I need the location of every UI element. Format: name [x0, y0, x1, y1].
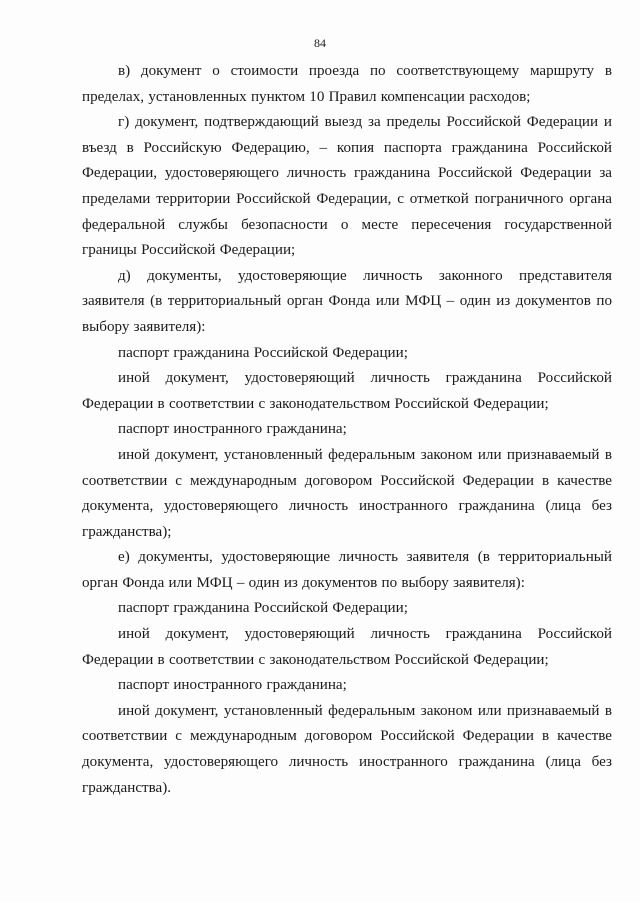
list-item-foreign-passport: паспорт иностранного гражданина; — [118, 677, 347, 694]
paragraph-e-applicant-identity-documents: е) документы, удостоверяющие личность заявителя (в территориальный орган Фонда или МФЦ – один из документов по выбору заявителя): — [82, 549, 612, 591]
list-item-russian-passport: паспорт гражданина Российской Федерации; — [118, 344, 408, 361]
paragraph-d-representative-identity-documents: д) документы, удостоверяющие личность законного представителя заявителя (в территориальный орган Фонда или МФЦ – один из документов по выбору заявителя): — [82, 267, 612, 335]
list-item-other-russian-identity-document: иной документ, удостоверяющий личность гражданина Российской Федерации в соответствии с законодательством Российской Федерации; — [82, 626, 612, 668]
paragraph-v-travel-cost-document: в) документ о стоимости проезда по соответствующему маршруту в пределах, установленных пунктом 10 Правил компенсации расходов; — [82, 63, 612, 105]
page-number: 84 — [314, 36, 326, 50]
list-item-other-foreign-identity-document: иной документ, установленный федеральным законом или признаваемый в соответствии с международным договором Российской Федерации в качестве документа, удостоверяющего личность иностранного гражданина (лица без гражданства); — [82, 446, 612, 540]
document-body — [82, 59, 612, 801]
list-item-foreign-passport: паспорт иностранного гражданина; — [118, 421, 347, 438]
list-item-russian-passport: паспорт гражданина Российской Федерации; — [118, 600, 408, 617]
list-item-other-russian-identity-document: иной документ, удостоверяющий личность гражданина Российской Федерации в соответствии с законодательством Российской Федерации; — [82, 370, 612, 412]
paragraph-g-border-crossing-document: г) документ, подтверждающий выезд за пределы Российской Федерации и въезд в Российскую Федерацию, – копия паспорта гражданина Российской Федерации, удостоверяющего личность гражданина Российской Федерации за пределами территории Российской Федерации, с отметкой пограничного органа федеральной службы безопасности о месте пересечения государственной границы Российской Федерации; — [82, 114, 612, 259]
list-item-other-foreign-identity-document: иной документ, установленный федеральным законом или признаваемый в соответствии с международным договором Российской Федерации в качестве документа, удостоверяющего личность иностранного гражданина (лица без гражданства). — [82, 702, 612, 796]
